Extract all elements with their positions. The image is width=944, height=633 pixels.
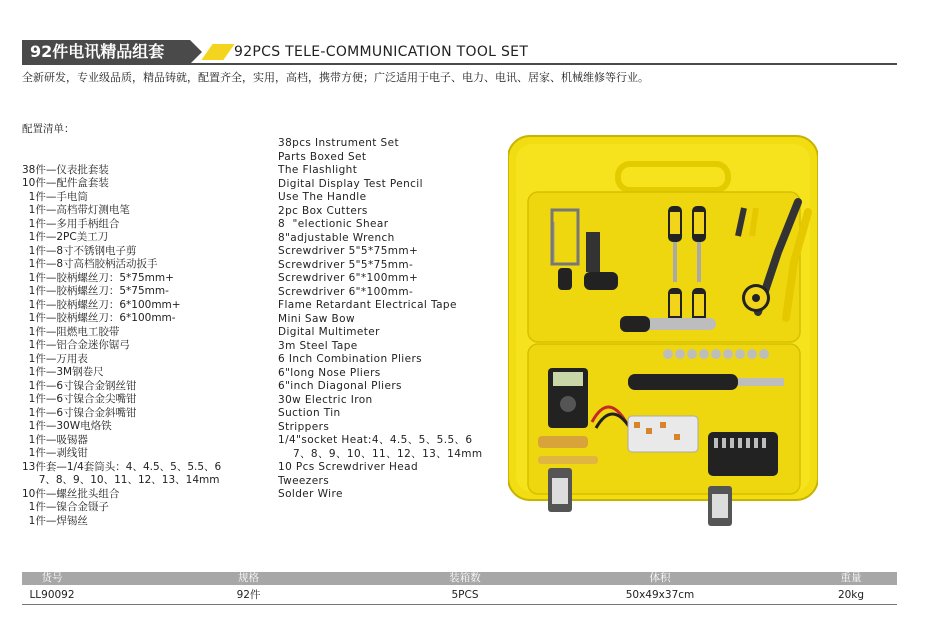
- spec-header-row: [22, 572, 897, 585]
- item-en: Digital Multimeter: [278, 326, 380, 338]
- item-en: Solder Wire: [278, 488, 343, 500]
- title-underline: [22, 63, 897, 65]
- item-cn: 1件—铝合金迷你锯弓: [22, 339, 130, 351]
- item-en: Digital Display Test Pencil: [278, 177, 423, 190]
- spec-weight: 20kg: [837, 589, 865, 601]
- item-cn: 1件—胶柄螺丝刀：5*75mm-: [22, 285, 169, 297]
- toolkit-case-photo: [508, 132, 818, 528]
- item-cn: 1件—多用手柄组合: [22, 217, 120, 230]
- item-cn: 1件—高档带灯测电笔: [22, 204, 130, 216]
- item-en: The Flashlight: [278, 164, 358, 176]
- item-en: Screwdriver 6"*100mm+: [278, 272, 419, 284]
- title-accent: [201, 44, 234, 60]
- item-en: Parts Boxed Set: [278, 150, 367, 163]
- item-en: Mini Saw Bow: [278, 312, 355, 325]
- config-label: 配置清单：: [22, 123, 75, 135]
- spec-spec: 92件: [236, 589, 261, 601]
- page-title-en: 92PCS TELE-COMMUNICATION TOOL SET: [234, 44, 529, 60]
- item-cn: 1件—6寸镍合金尖嘴钳: [22, 393, 137, 405]
- item-en: 30w Electric Iron: [278, 393, 373, 406]
- item-cn: 1件—3M钢卷尺: [22, 366, 104, 378]
- title-bar: [22, 40, 897, 66]
- item-cn: 1件—30W电烙铁: [22, 420, 112, 432]
- title-chevron: [190, 40, 202, 64]
- item-en: Screwdriver 6"*100mm-: [278, 285, 414, 298]
- item-en: 1/4"socket Heat:4、4.5、5、5.5、6: [278, 434, 473, 446]
- item-cn: 7、8、9、10、11、12、13、14mm: [22, 474, 220, 486]
- item-cn: 1件—胶柄螺丝刀：6*100mm+: [22, 298, 181, 311]
- item-cn: 1件—2PC美工刀: [22, 231, 109, 243]
- item-en: Suction Tin: [278, 407, 341, 419]
- item-en: 7、8、9、10、11、12、13、14mm: [278, 447, 483, 460]
- item-cn: 1件—6寸镍合金斜嘴钳: [22, 406, 137, 419]
- spec-head-weight: 重量: [840, 572, 862, 584]
- spec-head-spec: 规格: [238, 572, 259, 584]
- item-en: Strippers: [278, 420, 330, 433]
- item-cn: 1件—吸锡器: [22, 433, 88, 446]
- item-en: 6"long Nose Pliers: [278, 366, 381, 379]
- item-cn: 1件—焊锡丝: [22, 514, 88, 527]
- spec-table: [22, 572, 897, 605]
- item-cn: 13件套—1/4套筒头：4、4.5、5、5.5、6: [22, 460, 222, 473]
- item-en: Tweezers: [278, 474, 330, 487]
- item-en: Use The Handle: [278, 191, 367, 203]
- item-en: 10 Pcs Screwdriver Head: [278, 461, 419, 473]
- item-en: 8 "electionic Shear: [278, 218, 389, 230]
- spec-head-code: 货号: [41, 572, 63, 584]
- item-cn: 1件—镍合金镊子: [22, 501, 109, 513]
- spec-head-volume: 体积: [649, 572, 671, 584]
- page-title-cn: 92件电讯精品组套: [22, 40, 190, 64]
- item-en: 2pc Box Cutters: [278, 204, 368, 217]
- item-cn: 1件—剥线钳: [22, 447, 88, 459]
- item-en: 6 Inch Combination Pliers: [278, 353, 423, 365]
- spec-volume: 50x49x37cm: [625, 589, 695, 601]
- item-cn: 1件—6寸镍合金钢丝钳: [22, 379, 137, 392]
- item-cn: 10件—螺丝批头组合: [22, 487, 120, 500]
- item-cn: 1件—阻燃电工胶带: [22, 325, 120, 338]
- item-cn: 1件—万用表: [22, 352, 88, 365]
- item-cn: 38件—仪表批套装: [22, 163, 109, 176]
- items-cn-list: [22, 96, 221, 542]
- item-cn: 10件—配件盒套装: [22, 177, 109, 189]
- spec-pack: 5PCS: [451, 589, 479, 601]
- item-cn: 1件—8寸高档胶柄活动扳手: [22, 258, 158, 270]
- item-cn: 1件—胶柄螺丝刀：6*100mm-: [22, 312, 176, 324]
- spec-head-pack: 装箱数: [449, 572, 481, 584]
- item-en: Screwdriver 5"5*75mm-: [278, 258, 414, 271]
- items-en-list: [278, 110, 483, 515]
- spec-value-row: [22, 585, 897, 605]
- item-en: 3m Steel Tape: [278, 339, 358, 352]
- item-cn: 1件—8寸不锈钢电子剪: [22, 244, 137, 257]
- item-en: Screwdriver 5"5*75mm+: [278, 245, 419, 257]
- item-cn: 1件—胶柄螺丝刀：5*75mm+: [22, 271, 174, 284]
- item-en: Flame Retardant Electrical Tape: [278, 299, 457, 311]
- spec-code: LL90092: [29, 589, 75, 601]
- item-en: 8"adjustable Wrench: [278, 231, 395, 244]
- item-en: 6"inch Diagonal Pliers: [278, 380, 402, 392]
- item-cn: 1件—手电筒: [22, 190, 88, 203]
- intro-text: 全新研发，专业级品质，精品铸就，配置齐全，实用，高档，携带方便；广泛适用于电子、电力、电讯、居家、机械维修等行业。: [22, 71, 649, 84]
- item-en: 38pcs Instrument Set: [278, 137, 399, 149]
